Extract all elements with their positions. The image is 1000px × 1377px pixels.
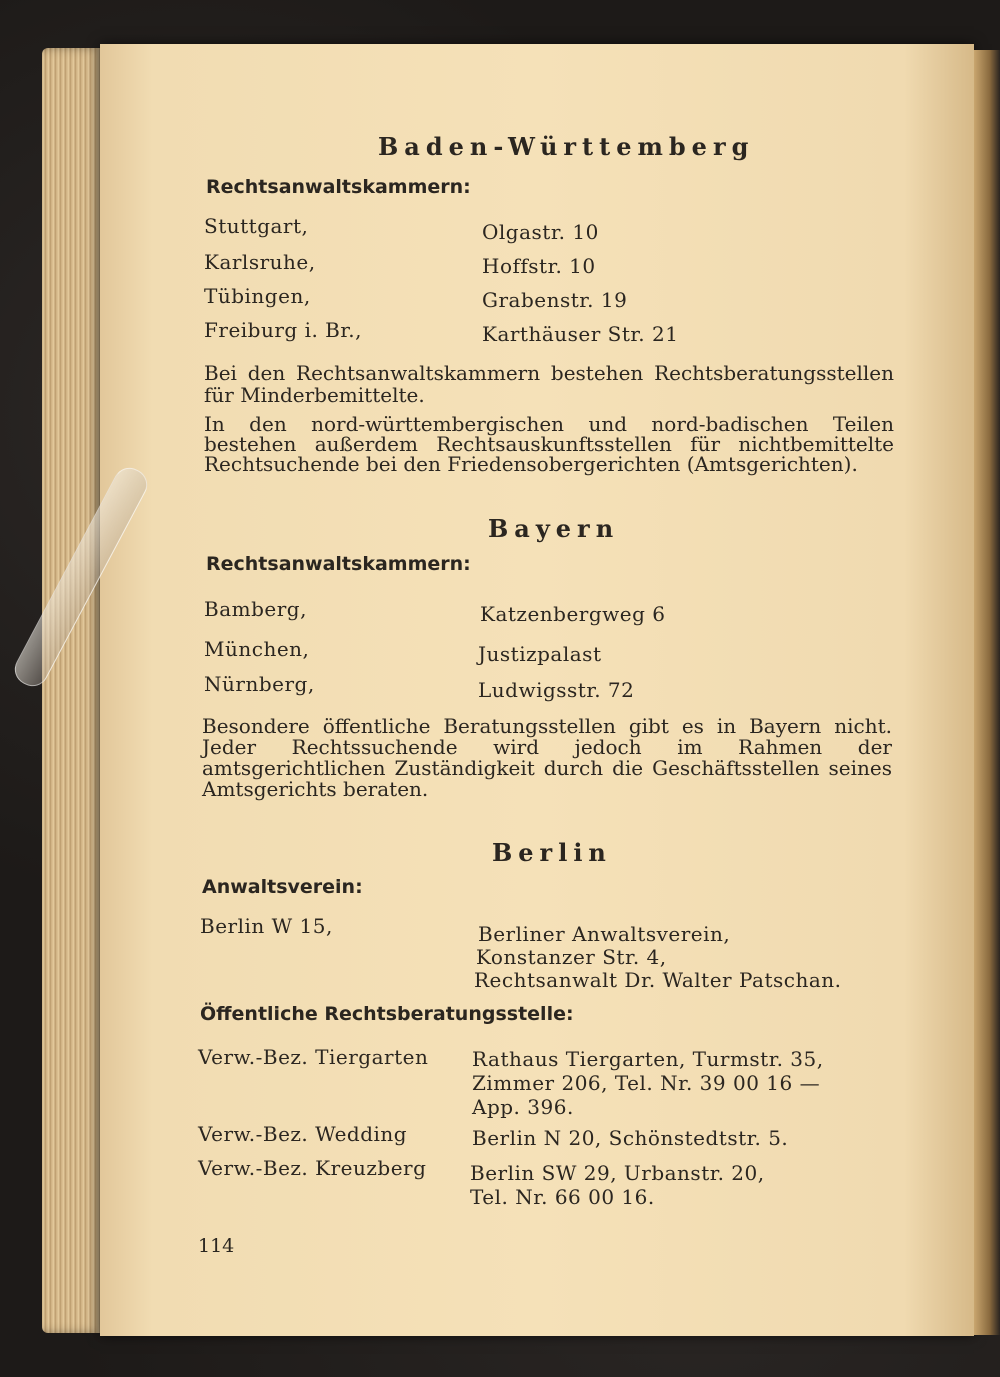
label-rechtsanwaltskammern-bayern: Rechtsanwaltskammern: (206, 553, 471, 575)
address-bamberg: Katzenbergweg 6 (480, 602, 666, 626)
bezirk-wedding: Verw.-Bez. Wedding (198, 1122, 408, 1146)
page-stack-edges (42, 48, 104, 1333)
bezirk-kreuzberg: Verw.-Bez. Kreuzberg (198, 1156, 427, 1180)
label-oeffentliche-rechtsberatungsstelle: Öffentliche Rechtsberatungsstelle: (200, 1003, 574, 1025)
section-heading-bayern: Bayern (488, 514, 620, 543)
label-anwaltsverein: Anwaltsverein: (202, 876, 363, 898)
address-stuttgart: Olgastr. 10 (482, 220, 599, 244)
city-tuebingen: Tübingen, (204, 284, 311, 308)
address-karlsruhe: Hoffstr. 10 (482, 254, 596, 278)
label-rechtsanwaltskammern-bw: Rechtsanwaltskammern: (206, 176, 471, 198)
section-heading-berlin: Berlin (492, 838, 612, 867)
address-tuebingen: Grabenstr. 19 (482, 288, 628, 312)
book-spine-edge (974, 50, 1000, 1335)
address-muenchen: Justizpalast (478, 642, 602, 666)
page-number: 114 (198, 1235, 235, 1257)
bezirk-tiergarten: Verw.-Bez. Tiergarten (198, 1045, 429, 1069)
city-muenchen: München, (204, 637, 310, 661)
address-freiburg: Karthäuser Str. 21 (482, 322, 679, 346)
paragraph-bayern: Besondere öffentliche Beratungsstellen gibt es in Bayern nicht. Jeder Rechtssuchende wird jedoch im Rahmen der amtsgerichtlichen Zuständigkeit durch die Geschäftsstellen seines Amtsgerichts beraten. (202, 714, 892, 801)
city-bamberg: Bamberg, (204, 597, 307, 621)
verein-line-1: Berliner Anwaltsverein, (478, 922, 731, 946)
address-nuernberg: Ludwigsstr. 72 (478, 678, 635, 702)
verein-line-3: Rechtsanwalt Dr. Walter Patschan. (474, 968, 842, 992)
tiergarten-line-3: App. 396. (472, 1095, 574, 1119)
kreuzberg-line-2: Tel. Nr. 66 00 16. (470, 1185, 655, 1209)
section-heading-baden-wuerttemberg: Baden-Württemberg (378, 132, 755, 161)
kreuzberg-line-1: Berlin SW 29, Urbanstr. 20, (470, 1161, 765, 1185)
city-freiburg: Freiburg i. Br., (204, 318, 362, 342)
city-stuttgart: Stuttgart, (204, 214, 309, 238)
tiergarten-line-2: Zimmer 206, Tel. Nr. 39 00 16 — (472, 1071, 821, 1095)
paragraph-bw-auskunft: In den nord-württembergischen und nord-badischen Teilen bestehen außerdem Rechtsauskunftsstellen für nichtbemittelte Rechtsuchende bei den Friedensobergerichten (Amtsgerichten). (204, 412, 894, 476)
verein-line-2: Konstanzer Str. 4, (476, 945, 667, 969)
paragraph-bw-beratung: Bei den Rechtsanwaltskammern bestehen Rechtsberatungsstellen für Minderbemittelte. (204, 361, 894, 407)
wedding-line-1: Berlin N 20, Schönstedtstr. 5. (472, 1126, 789, 1150)
tiergarten-line-1: Rathaus Tiergarten, Turmstr. 35, (472, 1047, 824, 1071)
city-nuernberg: Nürnberg, (204, 672, 315, 696)
city-karlsruhe: Karlsruhe, (204, 250, 316, 274)
city-berlin-w15: Berlin W 15, (200, 914, 333, 938)
